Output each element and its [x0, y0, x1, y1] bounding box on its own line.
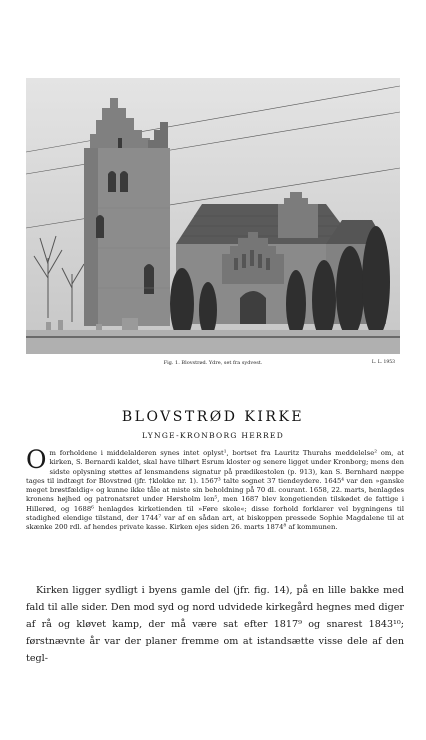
church-photo [26, 78, 400, 354]
intro-text: m forholdene i middelalderen synes intet oplyst¹, bortset fra Lauritz Thurahs meddelelse² om, at kirken, S. Bernardi kaldet, skal have tilhørt Esrum kloster og senere ligget under Kronborg; mens den sidste oplysning støttes af lensmandens signatur på prædikestolen (p. 913), kan S. Bernhard næppe tages til indtægt for Blovstrød (jfr. †klokke nr. 1). 1567³ talte sognet 37 tiendeydere. 1645⁴ var den »ganske meget brøstfældig« og kunne ikke tåle at miste sin beholdning på 70 dl. courant. 1658, 22. marts, henlagdes kronens højhed og patronatsret under Hørsholm len⁵, men 1687 blev kongetienden tilskødet de fattige i Hillerød, og 1688⁶ henlagdes kirketienden til »Føre skole«; disse forhold forklarer vel bygningens til stadighed elendige tilstand, der 1744⁷ var af en sådan art, at biskoppen pressede Sophie Magdalene til at skænke 200 rdl. af hendes private kasse. Kirken ejes siden 26. marts 1874⁸ af kommunen. [26, 449, 404, 532]
intro-paragraph [26, 445, 404, 533]
body-paragraph: Kirken ligger sydligt i byens gamle del (jfr. fig. 14), på en lille bakke med fald til alle sider. Den mod syd og nord udvidede kirkegård hegnes med diger af rå og kløvet kamp, der må være sat efter 1817⁹ og snarest 1843¹⁰; førstnævnte år var der planer fremme om at istandsætte visse dele af den tegl- [26, 585, 404, 664]
church-photo-illustration [26, 78, 400, 354]
photo-credit: L. L. 1953 [371, 360, 395, 365]
page-subtitle: LYNGE-KRONBORG HERRED [141, 431, 285, 440]
page-title: BLOVSTRØD KIRKE [121, 409, 305, 425]
drop-cap: O [26, 445, 47, 474]
figure-caption: Fig. 1. Blovstrød. Ydre, set fra sydvest. [163, 360, 263, 366]
